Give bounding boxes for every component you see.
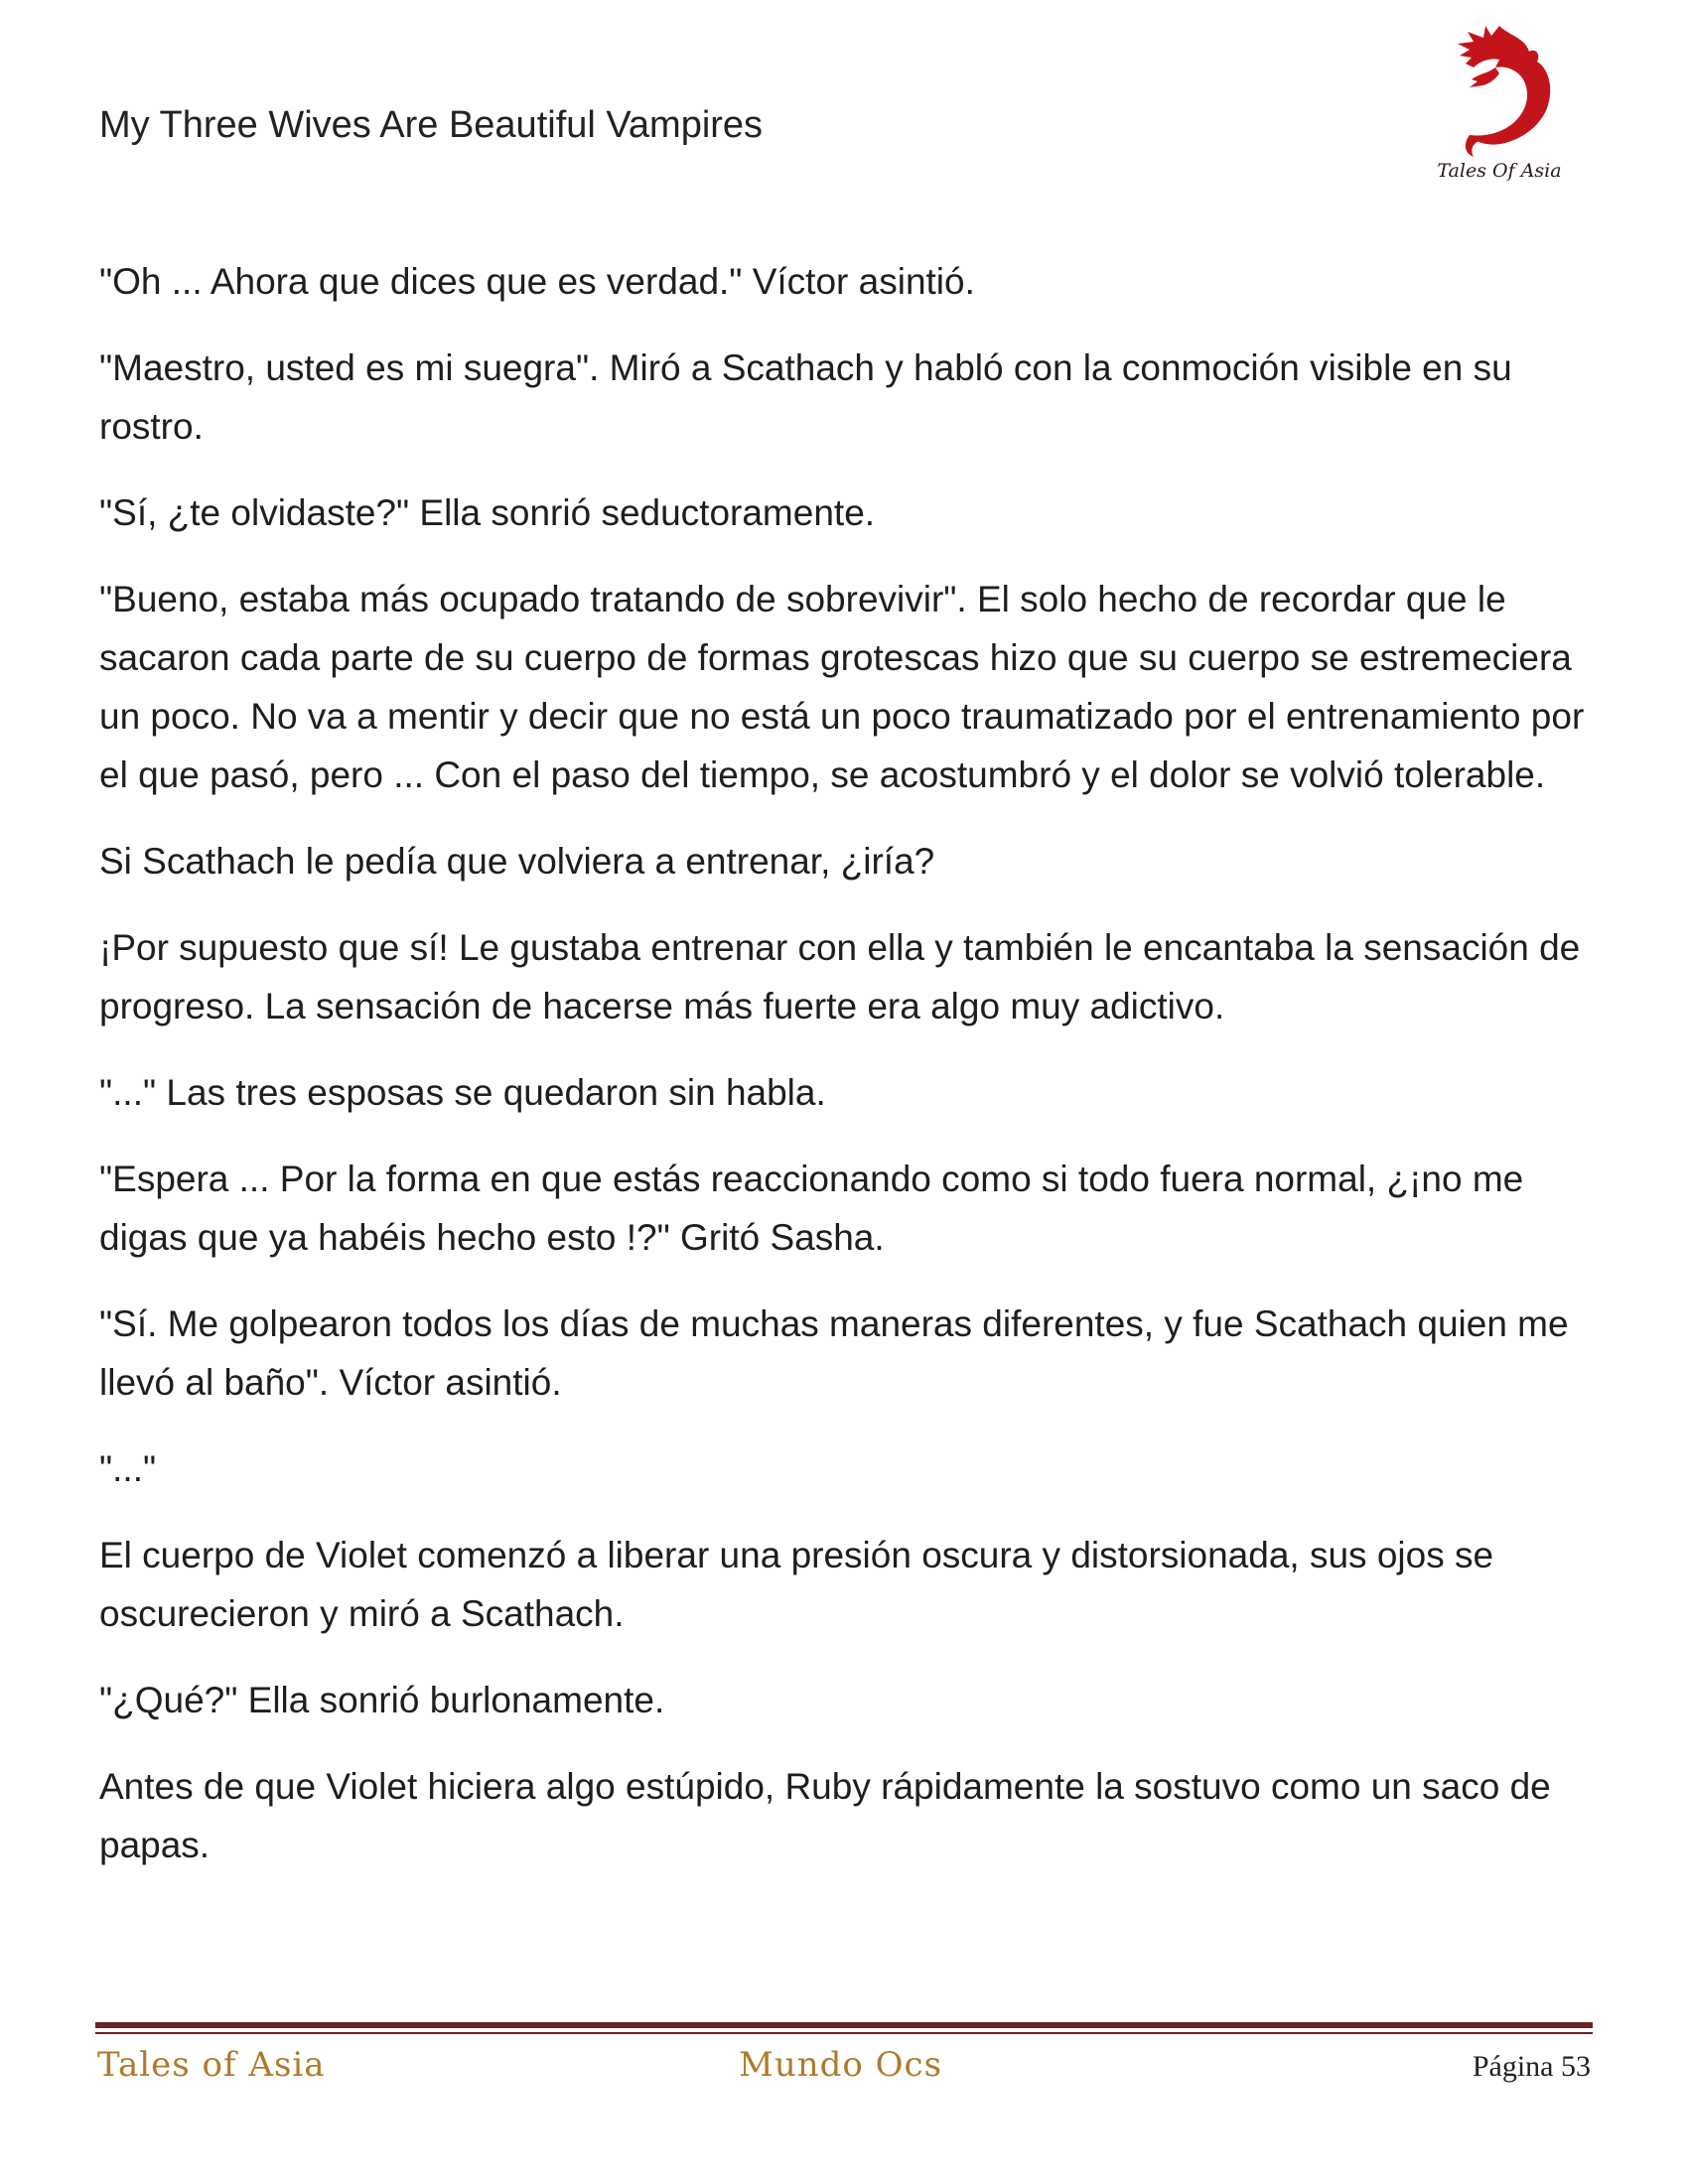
paragraph: "..." (99, 1448, 157, 1489)
paragraph: "Bueno, estaba más ocupado tratando de sobrevivir". El solo hecho de recordar que le sacaron cada parte de su cuerpo de formas grotescas hizo que su cuerpo se estremeciera un poco. No va a mentir y decir que no está un poco traumatizado por el entrenamiento por el que pasó, pero ... Con el paso del tiempo, se acostumbró y el dolor se volvió tolerable. (99, 579, 1585, 795)
dragon-icon (1458, 26, 1550, 157)
chapter-body (99, 252, 1589, 1902)
logo-text: Tales Of Asia (1437, 160, 1562, 182)
page-number: Página 53 (1472, 2050, 1591, 2083)
tales-of-asia-logo (1430, 18, 1569, 187)
paragraph: "Sí, ¿te olvidaste?" Ella sonrió seductoramente. (99, 492, 876, 533)
footer-divider (95, 2022, 1593, 2028)
paragraph: El cuerpo de Violet comenzó a liberar una presión oscura y distorsionada, sus ojos se oscurecieron y miró a Scathach. (99, 1535, 1494, 1634)
footer-site-name: Tales of Asia (97, 2045, 326, 2085)
footer-divider-thin (95, 2032, 1593, 2034)
paragraph: "Sí. Me golpearon todos los días de muchas maneras diferentes, y fue Scathach quien me llevó al baño". Víctor asintió. (99, 1303, 1569, 1403)
paragraph: "Oh ... Ahora que dices que es verdad." Víctor asintió. (99, 261, 975, 302)
page-header-title: My Three Wives Are Beautiful Vampires (99, 104, 764, 146)
paragraph: Antes de que Violet hiciera algo estúpido, Ruby rápidamente la sostuvo como un saco de papas. (99, 1766, 1551, 1865)
paragraph: "¿Qué?" Ella sonrió burlonamente. (99, 1680, 665, 1720)
paragraph: Si Scathach le pedía que volviera a entrenar, ¿iría? (99, 841, 935, 882)
paragraph: ¡Por supuesto que sí! Le gustaba entrenar con ella y también le encantaba la sensación de progreso. La sensación de hacerse más fuerte era algo muy adictivo. (99, 927, 1581, 1026)
paragraph: "Espera ... Por la forma en que estás reaccionando como si todo fuera normal, ¿¡no me digas que ya habéis hecho esto !?" Gritó Sasha. (99, 1159, 1524, 1258)
paragraph: "Maestro, usted es mi suegra". Miró a Scathach y habló con la conmoción visible en su rostro. (99, 347, 1512, 447)
footer-section-name: Mundo Ocs (739, 2045, 943, 2085)
paragraph: "..." Las tres esposas se quedaron sin habla. (99, 1072, 826, 1113)
